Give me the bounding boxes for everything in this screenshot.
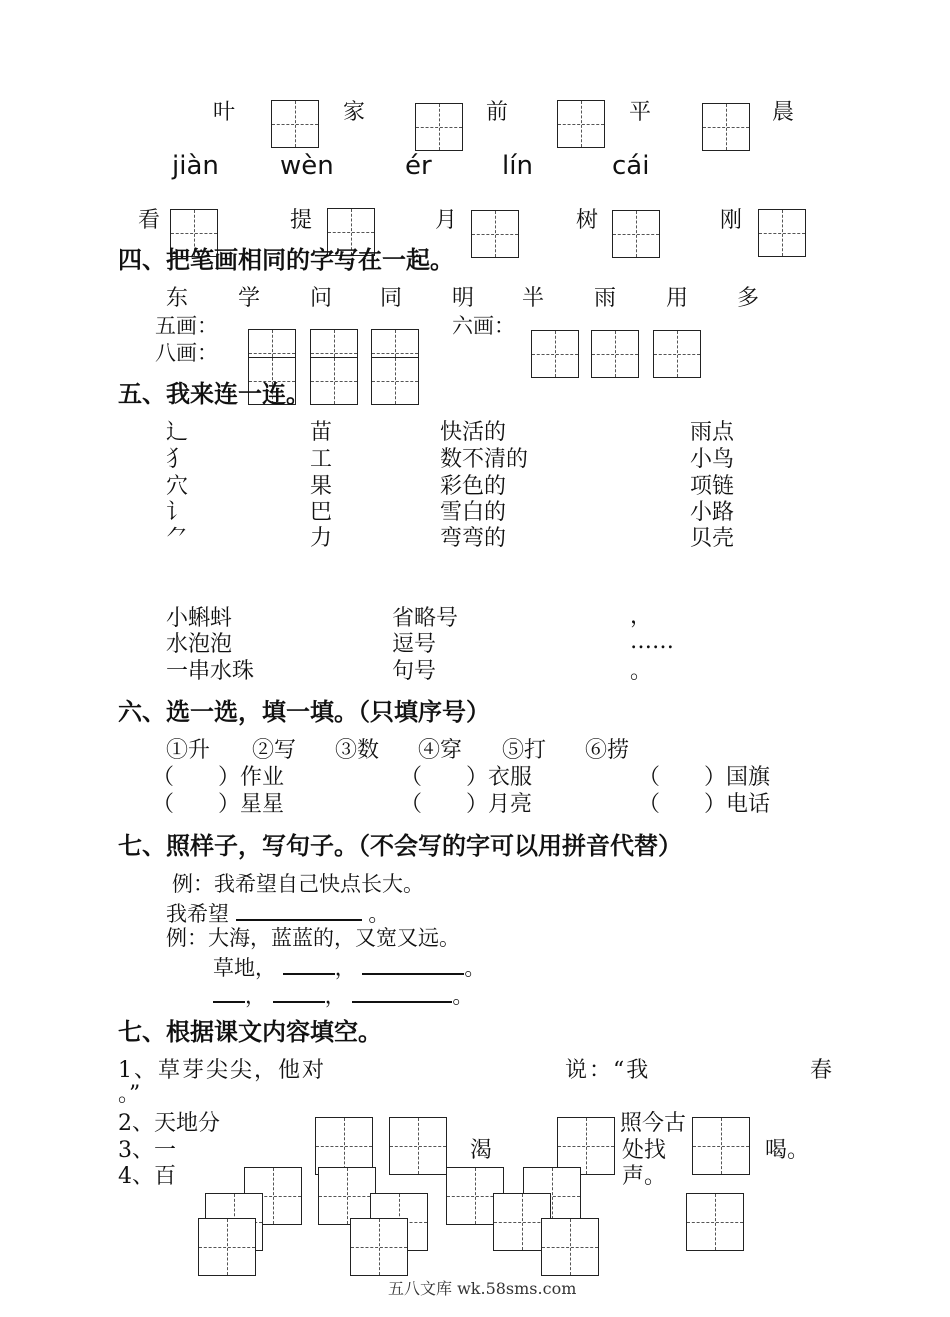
sentence-line-1: [166, 901, 389, 925]
fill-line-2-start: 2、天地分: [118, 1111, 220, 1136]
sentence-line-2: [213, 955, 485, 979]
fill-line-2-end: 照今古: [620, 1111, 687, 1136]
adjective: 快活的: [440, 420, 507, 445]
pinyin: jiàn: [172, 151, 219, 181]
char: 树: [576, 208, 599, 233]
char-part: 工: [310, 447, 333, 472]
char: 平: [629, 100, 652, 125]
char: 问: [310, 286, 333, 311]
radical: 辶: [166, 420, 189, 445]
radical: 讠: [166, 500, 189, 525]
fill-line-3-end: 喝。: [765, 1138, 810, 1163]
fill-slot[interactable]: （ ）星星: [152, 792, 285, 817]
prompt: 草地，: [213, 956, 276, 980]
label-six-strokes: 六画：: [452, 314, 515, 338]
write-box[interactable]: [371, 357, 419, 405]
char: 看: [138, 208, 161, 233]
char: 明: [452, 286, 475, 311]
noun: 小路: [690, 500, 735, 525]
write-box[interactable]: [758, 209, 806, 257]
section5-heading: 五、我来连一连。: [118, 380, 310, 408]
write-box[interactable]: [612, 210, 660, 258]
char: 同: [380, 286, 403, 311]
noun: 项链: [690, 474, 735, 499]
punct-mark: ，: [630, 604, 653, 629]
char: 半: [522, 286, 545, 311]
write-box[interactable]: [310, 357, 358, 405]
adjective: 彩色的: [440, 474, 507, 499]
answer-blank[interactable]: [352, 983, 452, 1003]
write-box[interactable]: [702, 103, 750, 151]
fill-slot[interactable]: （ ）电话: [638, 792, 771, 817]
fill-line-1-start: 1、草芽尖尖，他对: [118, 1058, 326, 1083]
example-sentence-2: 例：大海，蓝蓝的，又宽又远。: [166, 926, 460, 950]
footer-watermark: 五八文库 wk.58sms.com: [388, 1279, 577, 1298]
write-box[interactable]: [653, 330, 701, 378]
answer-blank[interactable]: [273, 983, 325, 1003]
write-box[interactable]: [271, 100, 319, 148]
char: 雨: [594, 286, 617, 311]
noun: 雨点: [690, 420, 735, 445]
answer-blank[interactable]: [362, 955, 464, 975]
option: ⑥捞: [585, 738, 630, 763]
radical: ⺈: [166, 526, 189, 551]
punct-mark: ……: [630, 629, 674, 654]
char: 叶: [213, 100, 236, 125]
write-box[interactable]: [389, 1117, 447, 1175]
char-part: 巴: [310, 500, 333, 525]
fill-line-4-end: 声。: [622, 1164, 667, 1189]
fill-line-1-mid: 说：“我: [565, 1058, 651, 1083]
option: ②写: [252, 738, 297, 763]
char: 家: [343, 100, 366, 125]
pinyin: cái: [612, 151, 650, 181]
item: 小蝌蚪: [166, 606, 233, 631]
fill-line-1-end: 春: [810, 1058, 833, 1083]
char: 晨: [772, 100, 795, 125]
punct-name: 句号: [392, 659, 437, 684]
sentence-line-3: [213, 983, 473, 1007]
radical: 穴: [166, 474, 189, 499]
char: 前: [486, 100, 509, 125]
label-eight-strokes: 八画：: [155, 341, 218, 365]
fill-slot[interactable]: （ ）月亮: [400, 792, 533, 817]
option: ①升: [166, 738, 211, 763]
fill-line-3-start: 3、一: [118, 1138, 176, 1163]
write-box[interactable]: [692, 1117, 750, 1175]
period: 。: [464, 956, 486, 980]
adjective: 数不清的: [440, 447, 529, 472]
comma: ，: [324, 984, 346, 1008]
write-box[interactable]: [557, 100, 605, 148]
adjective: 弯弯的: [440, 526, 507, 551]
char: 提: [290, 208, 313, 233]
char: 多: [737, 286, 760, 311]
char: 用: [666, 286, 689, 311]
char-part: 苗: [310, 420, 333, 445]
char: 月: [435, 208, 458, 233]
fill-line-3-b: 渴: [470, 1138, 493, 1163]
write-box[interactable]: [686, 1193, 744, 1251]
period: 。: [452, 984, 474, 1008]
char: 刚: [720, 208, 743, 233]
section7-heading: 七、照样子，写句子。（不会写的字可以用拼音代替）: [118, 832, 682, 860]
write-box[interactable]: [471, 210, 519, 258]
label-five-strokes: 五画：: [155, 314, 218, 338]
write-box[interactable]: [350, 1218, 408, 1276]
comma: ，: [245, 984, 266, 1008]
prompt: 我希望: [166, 902, 229, 926]
item: 水泡泡: [166, 632, 233, 657]
option: ③数: [335, 738, 380, 763]
punct-mark: 。: [630, 659, 653, 684]
example-sentence-1: 例：我希望自己快点长大。: [172, 872, 424, 896]
char: 东: [166, 286, 189, 311]
pinyin: lín: [502, 151, 533, 181]
section8-heading: 七、根据课文内容填空。: [118, 1018, 382, 1046]
answer-blank[interactable]: [236, 901, 362, 921]
noun: 小鸟: [690, 447, 735, 472]
section4-heading: 四、把笔画相同的字写在一起。: [118, 246, 454, 274]
write-box[interactable]: [198, 1218, 256, 1276]
pinyin: ér: [405, 151, 432, 181]
item: 一串水珠: [166, 659, 255, 684]
pinyin: wèn: [280, 151, 334, 181]
adjective: 雪白的: [440, 500, 507, 525]
answer-blank[interactable]: [213, 983, 245, 1003]
section6-heading: 六、选一选，填一填。（只填序号）: [118, 698, 490, 726]
radical: 犭: [166, 447, 189, 472]
write-box[interactable]: [415, 103, 463, 151]
write-box[interactable]: [591, 330, 639, 378]
period: 。: [368, 902, 390, 926]
char-part: 果: [310, 474, 333, 499]
fill-line-4-start: 4、百: [118, 1164, 176, 1189]
fill-slot[interactable]: （ ）国旗: [638, 765, 771, 790]
fill-slot[interactable]: （ ）作业: [152, 765, 285, 790]
option: ⑤打: [502, 738, 547, 763]
option: ④穿: [418, 738, 463, 763]
fill-slot[interactable]: （ ）衣服: [400, 765, 533, 790]
punct-name: 逗号: [392, 632, 437, 657]
noun: 贝壳: [690, 526, 735, 551]
comma: ，: [334, 956, 356, 980]
write-box[interactable]: [318, 1167, 376, 1225]
write-box[interactable]: [531, 330, 579, 378]
punct-name: 省略号: [392, 606, 459, 631]
fill-line-1-close: 。”: [118, 1082, 141, 1107]
answer-blank[interactable]: [283, 955, 335, 975]
write-box[interactable]: [541, 1218, 599, 1276]
char-part: 力: [310, 526, 333, 551]
fill-line-3-c: 处找: [622, 1138, 667, 1163]
char: 学: [238, 286, 261, 311]
